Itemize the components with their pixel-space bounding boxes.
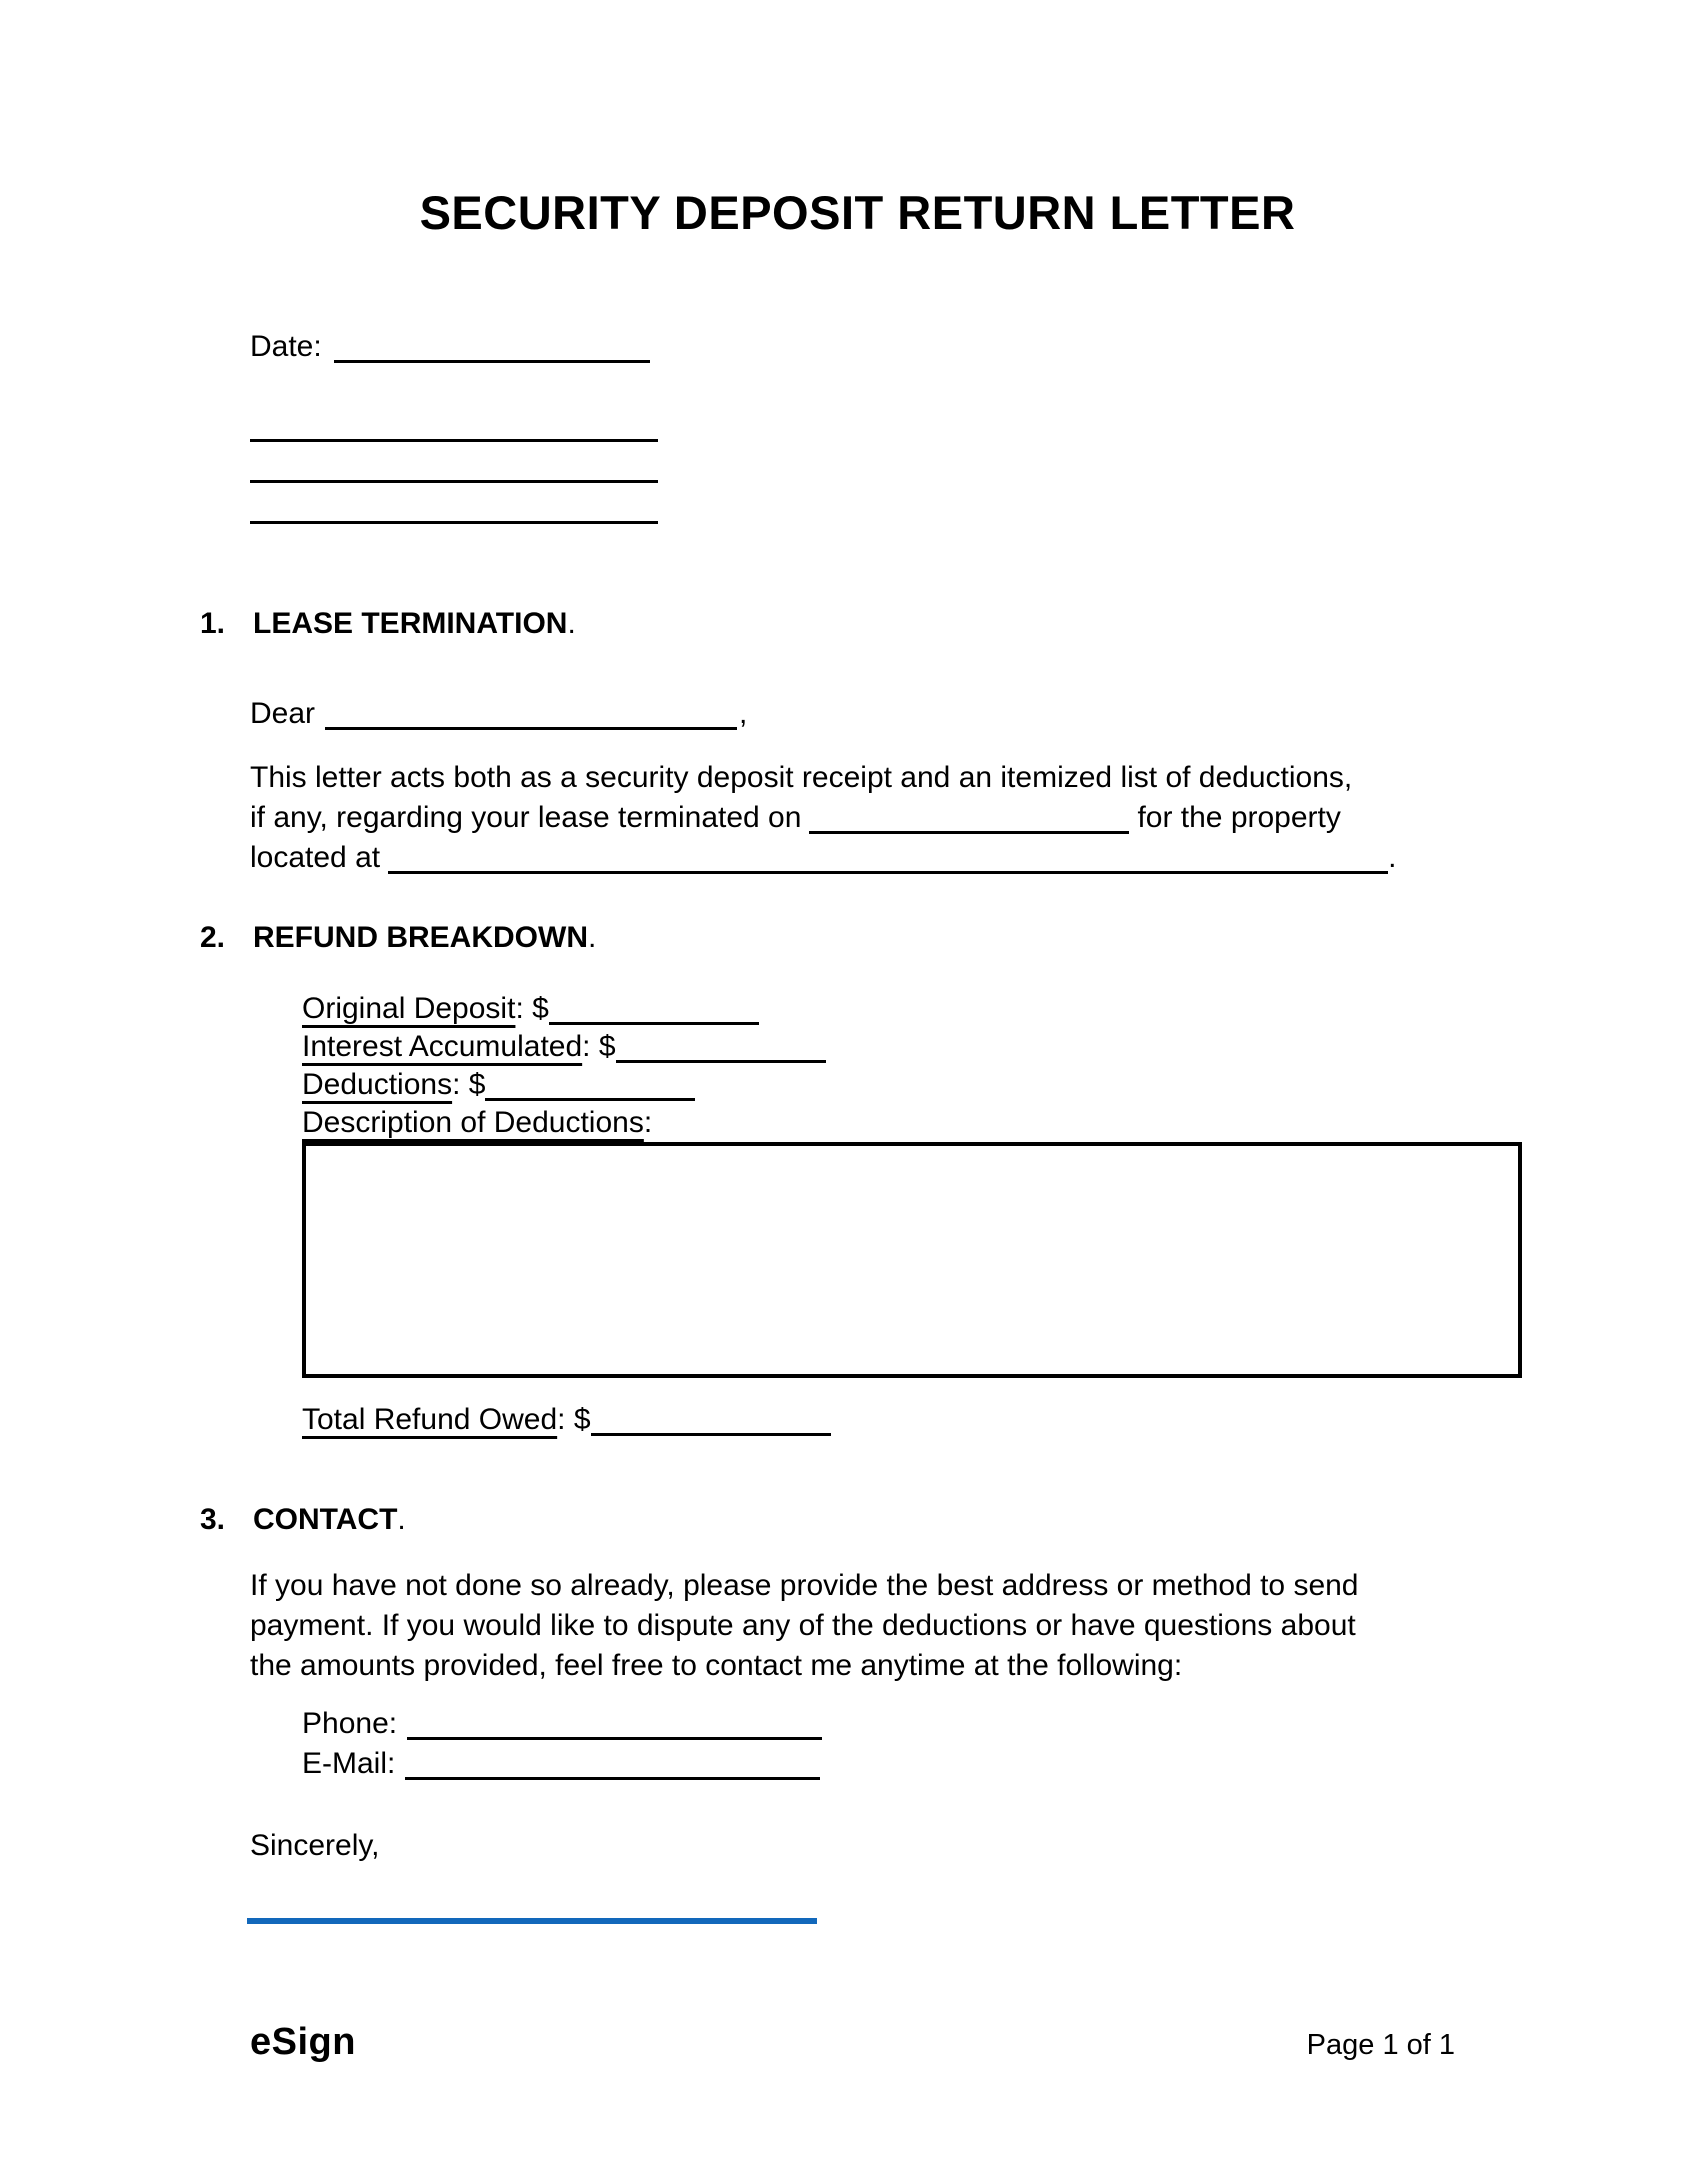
- refund-breakdown-list: [302, 990, 1515, 1142]
- section-3-title: CONTACT: [253, 1503, 398, 1536]
- total-refund-owed-blank-field[interactable]: [591, 1403, 831, 1436]
- section-2-number: 2.: [200, 921, 226, 954]
- contact-paragraph-line-1: If you have not done so already, please provide the best address or method to send: [250, 1569, 1359, 1602]
- closing-text: Sincerely,: [250, 1829, 380, 1862]
- property-address-blank-field[interactable]: [388, 841, 1388, 874]
- section-1-title: LEASE TERMINATION: [253, 607, 568, 640]
- contact-paragraph-line-3: the amounts provided, feel free to contact me anytime at the following:: [250, 1649, 1183, 1682]
- section-2-heading: [200, 918, 1515, 958]
- address-blank-line-3[interactable]: [250, 483, 658, 524]
- termination-date-blank-field[interactable]: [809, 801, 1129, 834]
- contact-paragraph: [250, 1566, 1515, 1686]
- total-refund-owed-label: Total Refund Owed: [302, 1403, 558, 1436]
- date-row: [250, 327, 1515, 367]
- total-refund-owed-separator: : $: [557, 1403, 591, 1436]
- tenant-name-blank-field[interactable]: [325, 697, 737, 730]
- refund-row-description: [302, 1104, 1515, 1142]
- paragraph-line-3-before: located at: [250, 841, 381, 874]
- salutation-row: [250, 694, 1515, 734]
- original-deposit-label: Original Deposit: [302, 992, 516, 1025]
- document-title: SECURITY DEPOSIT RETURN LETTER: [419, 186, 1296, 239]
- contact-paragraph-line-2: payment. If you would like to dispute any of the deductions or have questions about: [250, 1609, 1356, 1642]
- interest-accumulated-label: Interest Accumulated: [302, 1030, 583, 1063]
- page-indicator: Page 1 of 1: [1306, 2029, 1455, 2061]
- page-footer: [250, 2022, 1455, 2065]
- email-label: E-Mail:: [302, 1747, 396, 1780]
- address-blank-line-1[interactable]: [250, 401, 658, 442]
- section-2-period: .: [587, 921, 597, 954]
- deductions-description-box[interactable]: [302, 1142, 1522, 1378]
- interest-accumulated-blank-field[interactable]: [616, 1030, 826, 1063]
- lease-termination-paragraph: [250, 758, 1515, 878]
- refund-row-original-deposit: [302, 990, 1515, 1028]
- refund-row-interest: [302, 1028, 1515, 1066]
- paragraph-line-1: This letter acts both as a security deposit receipt and an itemized list of deductions,: [250, 761, 1353, 794]
- section-1-number: 1.: [200, 607, 226, 640]
- date-label: Date:: [250, 330, 322, 363]
- section-1-heading: [200, 604, 1515, 644]
- email-blank-field[interactable]: [405, 1747, 820, 1780]
- date-blank-field[interactable]: [334, 330, 650, 363]
- section-2-title: REFUND BREAKDOWN: [253, 921, 588, 954]
- total-refund-row: [302, 1400, 1515, 1440]
- phone-label: Phone:: [302, 1707, 398, 1740]
- original-deposit-blank-field[interactable]: [549, 992, 759, 1025]
- salutation-comma: ,: [739, 697, 748, 730]
- phone-row: [302, 1704, 1515, 1744]
- refund-row-deductions: [302, 1066, 1515, 1104]
- paragraph-line-2-before: if any, regarding your lease terminated on: [250, 801, 802, 834]
- interest-accumulated-separator: : $: [582, 1030, 616, 1063]
- description-of-deductions-separator: :: [643, 1106, 653, 1139]
- signature-line[interactable]: [247, 1918, 817, 1924]
- esign-logo: eSign: [250, 2021, 356, 2063]
- deductions-blank-field[interactable]: [485, 1068, 695, 1101]
- address-block: [250, 401, 1515, 524]
- paragraph-line-3-period: .: [1388, 841, 1397, 874]
- address-blank-line-2[interactable]: [250, 442, 658, 483]
- description-of-deductions-label: Description of Deductions: [302, 1106, 644, 1139]
- contact-fields: [302, 1704, 1515, 1784]
- paragraph-line-2-after: for the property: [1137, 801, 1341, 834]
- section-1-period: .: [567, 607, 576, 640]
- email-row: [302, 1744, 1515, 1784]
- section-3-heading: [200, 1500, 1515, 1540]
- section-3-period: .: [397, 1503, 406, 1536]
- deductions-separator: : $: [452, 1068, 486, 1101]
- deductions-label: Deductions: [302, 1068, 453, 1101]
- original-deposit-separator: : $: [515, 992, 549, 1025]
- phone-blank-field[interactable]: [407, 1707, 822, 1740]
- salutation-label: Dear: [250, 697, 316, 730]
- section-3-number: 3.: [200, 1503, 226, 1536]
